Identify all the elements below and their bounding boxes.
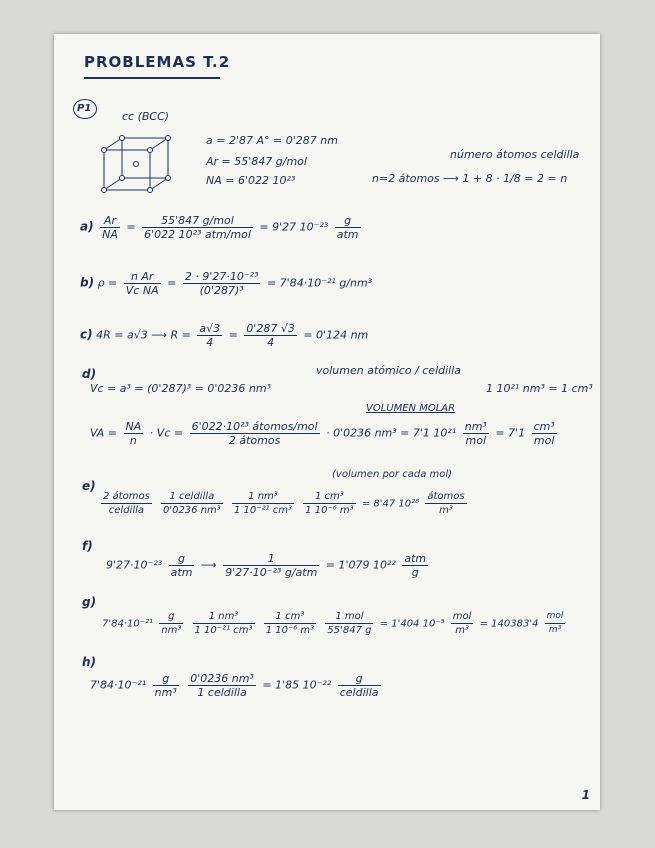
frac-e-unit: $\frac{\text{átomos}}{\text{m³}}$ xyxy=(427,491,465,516)
part-d-note: volumen atómico / celdilla xyxy=(316,364,462,377)
part-d-label: d) xyxy=(82,367,97,381)
page-title: PROBLEMAS T.2 xyxy=(84,53,231,71)
part-g-result: = 1'404 10⁻⁵ xyxy=(379,618,445,630)
part-c-result: = 0'124 nm xyxy=(303,328,369,342)
frac-b-2: $\frac{\text{2 · 9'27·10⁻²³}}{\text{(0'287)³}}$ xyxy=(184,270,259,297)
given-ar: Ar = 55'847 g/mol xyxy=(206,155,307,168)
va-mid3: = 7'1 xyxy=(495,426,526,440)
part-e-note: (volumen por cada mol) xyxy=(332,469,453,480)
frac-g-r: $\frac{\text{mol}}{\text{m³}}$ xyxy=(452,611,472,636)
frac-g-r2: $\frac{\text{mol}}{\text{m³}}$ xyxy=(546,611,564,635)
part-h-result: = 1'85 10⁻²² xyxy=(262,678,332,692)
part-f-lhs: 9'27·10⁻²³ xyxy=(106,558,163,572)
frac-e-2: $\frac{\text{1 celdilla}}{\text{0'0236 nm³}}$ xyxy=(162,491,221,516)
structure-label: cc (BCC) xyxy=(122,110,170,123)
part-h xyxy=(90,672,384,699)
frac-d-b: $\frac{\text{6'022·10²³ átomos/mol}}{\text{2 átomos}}$ xyxy=(191,420,318,447)
frac-f-1: $\frac{1}{\text{9'27·10⁻²³ g/atm}}$ xyxy=(225,552,318,579)
molar-volume-title: VOLUMEN MOLAR xyxy=(366,403,456,414)
part-a: a) $\frac{Ar}{NA}$ = $\frac{\text{55'847 g/mol}}{\text{6'022 10²³ atm/mol}}$ = 9'27 10⁻²³ $\frac{g}{\text{atm}}$ xyxy=(80,214,359,241)
frac-f-unit: $\frac{g}{\text{atm}}$ xyxy=(170,552,193,579)
frac-h-r: $\frac{g}{\text{celdilla}}$ xyxy=(339,672,379,699)
page-number: 1 xyxy=(581,788,590,802)
part-e xyxy=(98,490,470,517)
part-d-va xyxy=(90,420,560,447)
rho-symbol: ρ = xyxy=(97,276,118,290)
part-a-result: = 9'27 10⁻²³ xyxy=(259,220,329,234)
part-d-vc: Vc = a³ = (0'287)³ = 0'0236 nm³ xyxy=(90,382,271,395)
part-c-text: 4R = a√3 ⟶ R = xyxy=(96,328,191,342)
arrow-icon: ⟶ xyxy=(200,558,217,572)
frac-g-3: $\frac{\text{1 mol}}{55'847 g}$ xyxy=(327,611,372,636)
frac-e-4: $\frac{\text{1 cm³}}{\text{1 10⁻⁶ m³}}$ xyxy=(305,491,354,516)
part-a-label: a) xyxy=(80,219,94,234)
notebook-page xyxy=(54,34,600,810)
title-underline xyxy=(84,77,220,79)
frac-e-3: $\frac{\text{1 nm³}}{\text{1 10⁻²¹ cm³}}$ xyxy=(233,491,292,516)
part-b-label: b) xyxy=(80,275,95,290)
va-symbol: VA = xyxy=(90,426,118,440)
frac-c-2: $\frac{0'287 √3}{4}$ xyxy=(246,322,295,349)
part-c: c) 4R = a√3 ⟶ R = $\frac{a√3}{4}$ = $\frac{0'287 √3}{4}$ = 0'124 nm xyxy=(80,322,369,349)
frac-d-a: $\frac{NA}{n}$ xyxy=(125,420,142,447)
given-na: NA = 6'022 10²³ xyxy=(206,174,296,187)
frac-h-1: $\frac{\text{0'0236 nm³}}{\text{1 celdilla}}$ xyxy=(190,672,254,699)
part-g-result2: = 140383'4 xyxy=(479,618,539,630)
va-mid: · Vc = xyxy=(149,426,184,440)
atoms-note: número átomos celdilla xyxy=(450,148,580,161)
part-g-label: g) xyxy=(82,595,97,609)
given-a: a = 2'87 A° = 0'287 nm xyxy=(206,134,338,147)
frac-d-d: $\frac{\text{cm³}}{\text{mol}}$ xyxy=(533,420,555,447)
part-g-lhs: 7'84·10⁻²¹ xyxy=(102,618,154,630)
part-e-label: e) xyxy=(82,479,96,493)
frac-h-unit: $\frac{g}{\text{nm³}}$ xyxy=(154,672,177,699)
va-mid2: · 0'0236 nm³ = 7'1 10²¹ xyxy=(326,426,457,440)
frac-d-c: $\frac{\text{nm³}}{\text{mol}}$ xyxy=(464,420,487,447)
frac-g-1: $\frac{\text{1 nm³}}{\text{1 10⁻²¹ cm³}}$ xyxy=(194,611,253,636)
frac-a-unit: $\frac{g}{\text{atm}}$ xyxy=(336,214,359,241)
part-h-lhs: 7'84·10⁻²¹ xyxy=(90,678,147,692)
part-f-label: f) xyxy=(82,539,93,553)
frac-g-2: $\frac{\text{1 cm³}}{\text{1 10⁻⁶ m³}}$ xyxy=(265,611,315,636)
frac-f-r: $\frac{\text{atm}}{g}$ xyxy=(404,552,427,579)
frac-e-1: $\frac{\text{2 átomos}}{\text{celdilla}}$ xyxy=(103,491,150,516)
part-g xyxy=(102,610,568,637)
part-f-result: = 1'079 10²² xyxy=(325,558,396,572)
frac-g-unit: $\frac{g}{\text{nm³}}$ xyxy=(161,611,182,636)
problem-label: P1 xyxy=(77,103,92,114)
frac-b-1: $\frac{\text{n Ar}}{\text{Vc NA}}$ xyxy=(125,270,159,297)
frac-c-1: $\frac{a√3}{4}$ xyxy=(199,322,221,349)
part-b-result: = 7'84·10⁻²¹ g/nm³ xyxy=(266,276,373,290)
frac-ar-na: $\frac{Ar}{NA}$ xyxy=(102,214,118,241)
bcc-cube-sketch xyxy=(100,134,180,194)
atoms-calc: n=2 átomos ⟶ 1 + 8 · 1/8 = 2 = n xyxy=(372,172,568,185)
part-b: b) ρ = $\frac{\text{n Ar}}{\text{Vc NA}}$ = $\frac{\text{2 · 9'27·10⁻²³}}{\text{(0'287)³}}$ = 7'84·10⁻²¹ g/nm³ xyxy=(80,270,373,297)
conversion-note: 1 10²¹ nm³ = 1 cm³ xyxy=(486,382,593,395)
part-c-label: c) xyxy=(80,327,93,342)
part-f xyxy=(106,552,431,579)
part-h-label: h) xyxy=(82,655,97,669)
part-e-result: = 8'47 10²⁸ xyxy=(361,498,420,510)
frac-a-values: $\frac{\text{55'847 g/mol}}{\text{6'022 10²³ atm/mol}}$ xyxy=(144,214,251,241)
